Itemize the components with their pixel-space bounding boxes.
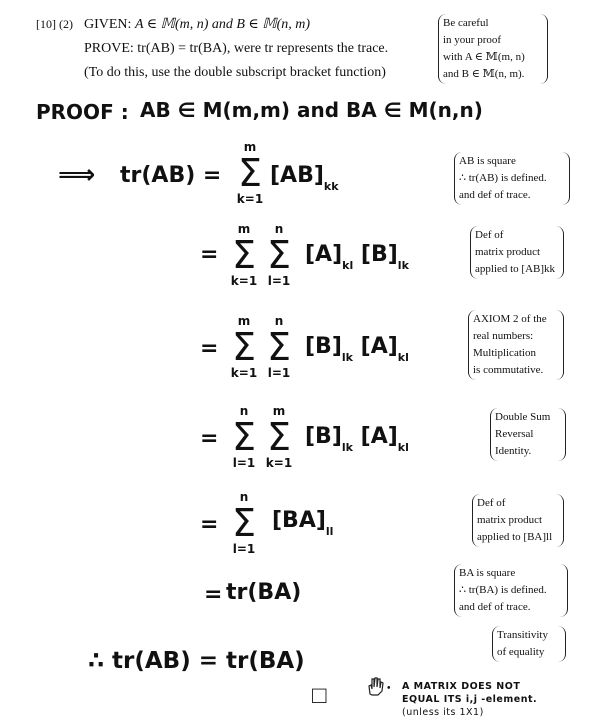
- caution-line: and B ∈ 𝕄(n, m).: [443, 68, 525, 80]
- sum-upper: n: [274, 314, 284, 328]
- bracket-term: [B]: [305, 424, 342, 449]
- sum-upper: n: [239, 490, 249, 504]
- subscript: kl: [397, 441, 409, 454]
- caution-box: [438, 14, 548, 84]
- footnote-line: A MATRIX DOES NOT: [402, 681, 521, 692]
- step6-reason: [454, 564, 568, 617]
- equals-sign: =: [200, 242, 219, 267]
- caution-line: with A ∈ 𝕄(m, n): [443, 51, 525, 63]
- step2-body: [305, 242, 409, 272]
- subscript: lk: [341, 441, 353, 454]
- sum-lower: l=1: [267, 366, 291, 380]
- conclusion: ∴ tr(AB) = tr(BA): [88, 648, 305, 674]
- step3-body: [305, 334, 409, 364]
- bracket-term: [AB]: [270, 163, 324, 188]
- bracket-term: [A]: [360, 334, 398, 359]
- sum-lower: k=1: [236, 192, 264, 206]
- reason-line: Double Sum: [495, 411, 551, 423]
- equals-sign: =: [204, 582, 223, 607]
- sum-lower: l=1: [232, 456, 256, 470]
- reason-line: Multiplication: [473, 347, 536, 359]
- reason-line: real numbers:: [473, 330, 534, 342]
- bracket-term: [BA]: [272, 508, 326, 533]
- reason-line: AB is square: [459, 155, 516, 167]
- caution-line: Be careful: [443, 17, 489, 29]
- given-text: A ∈ 𝕄(m, n) and B ∈ 𝕄(n, m): [134, 17, 311, 32]
- sigma-icon: Σ: [266, 233, 291, 277]
- bracket-term: [B]: [305, 334, 342, 359]
- equals-sign: =: [200, 426, 219, 451]
- reason-line: matrix product: [475, 246, 541, 258]
- equals-sign: =: [200, 512, 219, 537]
- step4-reason: [490, 408, 566, 461]
- sigma-icon: Σ: [231, 415, 256, 459]
- sum-upper: m: [272, 404, 286, 418]
- reason-line: Identity.: [495, 445, 532, 457]
- prove-text: tr(AB) = tr(BA), were tr represents the trace.: [137, 41, 389, 56]
- bullet-icon: •: [387, 683, 391, 694]
- step1-sum: [235, 140, 265, 206]
- reason-line: applied to [BA]ll: [477, 531, 553, 543]
- subscript: kl: [397, 351, 409, 364]
- sum-upper: m: [237, 222, 251, 236]
- hint-text: (To do this, use the double subscript bracket function): [84, 65, 386, 80]
- step1-lhs: tr(AB) =: [120, 163, 222, 188]
- subscript: kk: [323, 180, 339, 193]
- step4-sum-inner: [263, 404, 295, 470]
- reason-line: ∴ tr(BA) is defined.: [459, 584, 547, 596]
- qed-symbol: □: [312, 683, 327, 709]
- sigma-icon: Σ: [231, 233, 256, 277]
- subscript: kl: [342, 259, 354, 272]
- sigma-icon: Σ: [231, 325, 256, 369]
- sum-upper: m: [243, 140, 257, 154]
- sum-lower: k=1: [230, 274, 258, 288]
- given-label: GIVEN:: [84, 17, 132, 32]
- bracket-term: [A]: [360, 424, 398, 449]
- equals-sign: =: [200, 336, 219, 361]
- step5-body: [272, 508, 333, 538]
- reason-line: is commutative.: [473, 364, 544, 376]
- step3-reason: [468, 310, 564, 380]
- step2-reason: [470, 226, 564, 279]
- sum-upper: n: [274, 222, 284, 236]
- step3-sum-inner: [263, 314, 295, 380]
- problem-number: [10] (2): [36, 17, 73, 31]
- reason-line: and def of trace.: [459, 601, 531, 613]
- sigma-icon: Σ: [231, 501, 256, 545]
- sigma-icon: Σ: [266, 325, 291, 369]
- sum-upper: n: [239, 404, 249, 418]
- reason-line: applied to [AB]kk: [475, 263, 556, 275]
- footnote-line: EQUAL ITS i,j -element.: [402, 694, 538, 705]
- reason-line: matrix product: [477, 514, 543, 526]
- reason-line: BA is square: [459, 567, 516, 579]
- bracket-term: [A]: [305, 242, 343, 267]
- step3-sum-outer: [228, 314, 260, 380]
- given-line: [84, 14, 310, 35]
- footnote-line: (unless its 1X1): [402, 707, 484, 718]
- sum-lower: l=1: [232, 542, 256, 556]
- sigma-icon: Σ: [266, 415, 291, 459]
- step1-reason: [454, 152, 570, 205]
- step4-body: [305, 424, 409, 454]
- sum-upper: m: [237, 314, 251, 328]
- sum-lower: k=1: [230, 366, 258, 380]
- caution-line: in your proof: [443, 34, 502, 46]
- step4-sum-outer: [228, 404, 260, 470]
- sigma-icon: Σ: [237, 151, 262, 195]
- step2-sum-inner: [263, 222, 295, 288]
- conclusion-reason: [492, 626, 566, 662]
- proof-title: PROOF :: [36, 100, 129, 124]
- subscript: lk: [397, 259, 409, 272]
- reason-line: and def of trace.: [459, 189, 531, 201]
- step5-reason: [472, 494, 564, 547]
- sum-lower: l=1: [267, 274, 291, 288]
- reason-line: of equality: [497, 646, 545, 658]
- footnote: [402, 680, 537, 719]
- step2-sum-outer: [228, 222, 260, 288]
- prove-label: PROVE:: [84, 41, 134, 56]
- step1-body: [270, 163, 339, 193]
- step6-body: tr(BA): [226, 580, 302, 605]
- implies-arrow: ⟹: [58, 160, 96, 190]
- proof-first-line: AB ∈ M(m,m) and BA ∈ M(n,n): [140, 98, 483, 122]
- hand-icon: [366, 676, 384, 696]
- subscript: ll: [325, 525, 334, 538]
- reason-line: Def of: [477, 497, 506, 509]
- sum-lower: k=1: [265, 456, 293, 470]
- reason-line: Transitivity: [497, 629, 548, 641]
- reason-line: Def of: [475, 229, 504, 241]
- reason-line: Reversal: [495, 428, 534, 440]
- subscript: lk: [341, 351, 353, 364]
- prove-line: [84, 38, 388, 59]
- reason-line: AXIOM 2 of the: [473, 313, 547, 325]
- reason-line: ∴ tr(AB) is defined.: [459, 172, 547, 184]
- step5-sum: [228, 490, 260, 556]
- bracket-term: [B]: [360, 242, 398, 267]
